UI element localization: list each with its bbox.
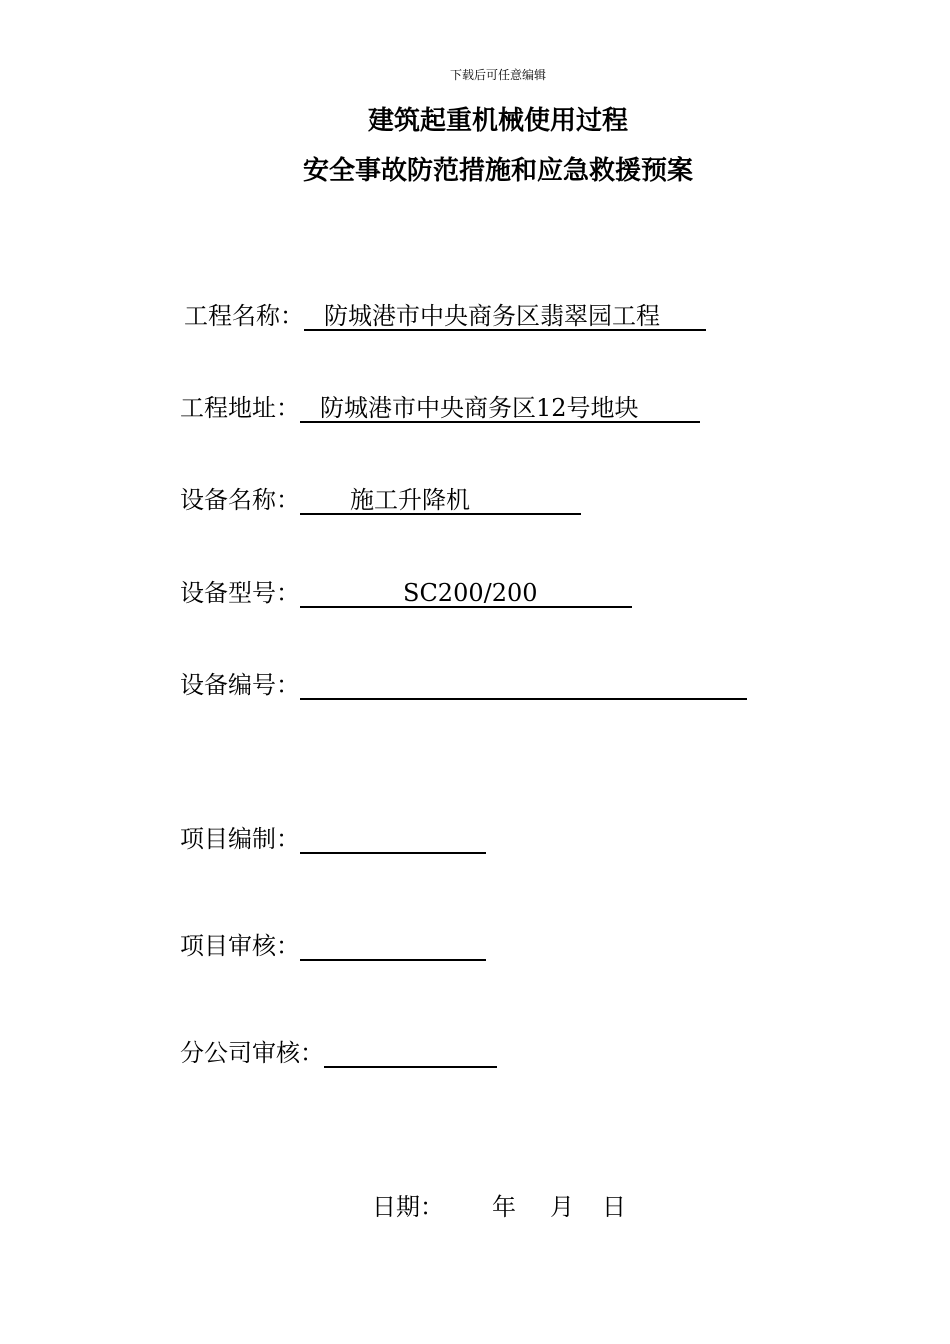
project-review-field bbox=[180, 931, 486, 961]
project-review-label: 项目审核： bbox=[180, 932, 300, 960]
project-name-line[interactable] bbox=[304, 301, 706, 331]
branch-review-line[interactable] bbox=[324, 1038, 497, 1068]
equipment-number-label: 设备编号： bbox=[180, 671, 300, 699]
project-compiled-field bbox=[180, 824, 486, 854]
document-title-line1: 建筑起重机械使用过程 bbox=[367, 106, 628, 136]
equipment-name-field bbox=[180, 485, 581, 515]
project-address-line[interactable] bbox=[300, 393, 700, 423]
project-compiled-line[interactable] bbox=[300, 824, 486, 854]
project-address-label: 工程地址： bbox=[180, 394, 300, 422]
equipment-name-label: 设备名称： bbox=[180, 486, 300, 514]
equipment-name-line[interactable] bbox=[300, 485, 581, 515]
branch-review-field bbox=[180, 1038, 497, 1068]
project-name-field bbox=[184, 301, 706, 331]
project-address-value: 防城港市中央商务区12号地块 bbox=[320, 394, 639, 422]
date-day: 日 bbox=[602, 1193, 626, 1221]
equipment-model-label: 设备型号： bbox=[180, 579, 300, 607]
date-year: 年 bbox=[492, 1193, 516, 1221]
project-name-label: 工程名称： bbox=[184, 302, 304, 330]
equipment-name-value: 施工升降机 bbox=[350, 486, 470, 514]
project-address-field bbox=[180, 393, 700, 423]
equipment-number-line[interactable] bbox=[300, 670, 747, 700]
date-month: 月 bbox=[550, 1193, 574, 1221]
date-label: 日期： bbox=[372, 1193, 444, 1221]
equipment-number-field bbox=[180, 670, 747, 700]
project-name-value: 防城港市中央商务区翡翠园工程 bbox=[324, 302, 660, 330]
project-review-line[interactable] bbox=[300, 931, 486, 961]
equipment-model-value: SC200/200 bbox=[403, 579, 538, 607]
project-compiled-label: 项目编制： bbox=[180, 825, 300, 853]
branch-review-label: 分公司审核： bbox=[180, 1039, 324, 1067]
equipment-model-line[interactable] bbox=[300, 578, 632, 608]
header-note: 下载后可任意编辑 bbox=[449, 68, 546, 82]
document-title-line2: 安全事故防范措施和应急救援预案 bbox=[302, 156, 693, 186]
equipment-model-field bbox=[180, 578, 632, 608]
